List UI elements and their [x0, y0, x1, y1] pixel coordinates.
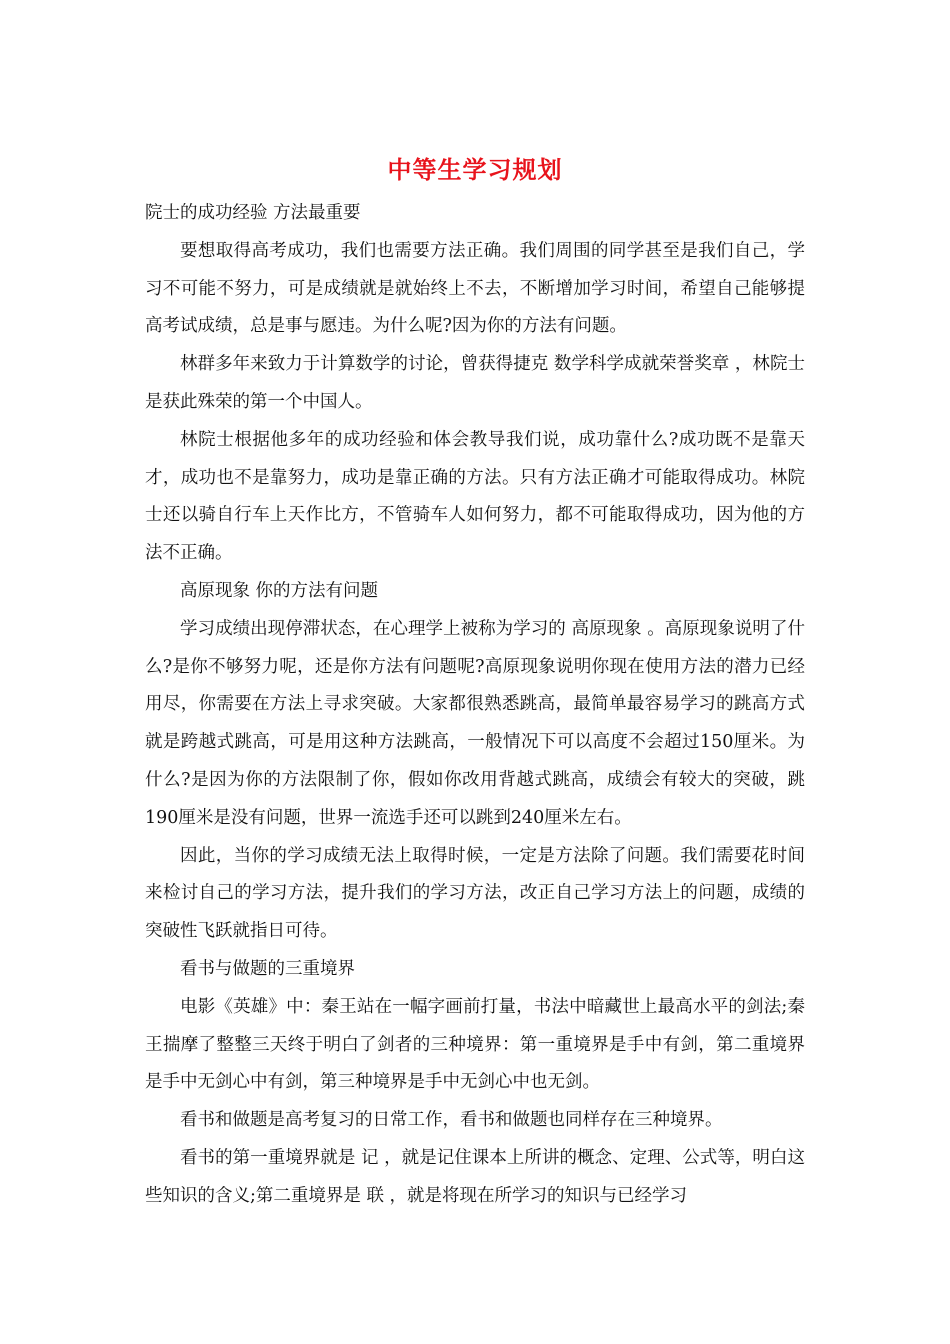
document-title: 中等生学习规划: [387, 155, 563, 184]
body-paragraph: 林群多年来致力于计算数学的讨论，曾获得捷克 数学科学成就荣誉奖章 ，林院士是获此殊荣的第一个中国人。: [145, 354, 805, 412]
body-paragraph: 林院士根据他多年的成功经验和体会教导我们说，成功靠什么?成功既不是靠天才，成功也不是靠努力，成功是靠正确的方法。只有方法正确才可能取得成功。林院士还以骑自行车上天作比方，不管骑车人如何努力，都不可能取得成功，因为他的方法不正确。: [145, 429, 805, 564]
body-paragraph: 因此，当你的学习成绩无法上取得时候，一定是方法除了问题。我们需要花时间来检讨自己的学习方法，提升我们的学习方法，改正自己学习方法上的问题，成绩的突破性飞跃就指日可待。: [145, 845, 805, 942]
body-paragraph: 看书的第一重境界就是 记 ，就是记住课本上所讲的概念、定理、公式等，明白这些知识的含义;第二重境界是 联 ，就是将现在所学习的知识与已经学习: [145, 1147, 805, 1206]
body-paragraph: 看书和做题是高考复习的日常工作，看书和做题也同样存在三种境界。: [180, 1110, 723, 1131]
section-heading: 看书与做题的三重境界: [180, 958, 355, 979]
body-paragraph: 电影《英雄》中：秦王站在一幅字画前打量，书法中暗藏世上最高水平的剑法;秦王揣摩了整整三天终于明白了剑者的三种境界：第一重境界是手中有剑，第二重境界是手中无剑心中有剑，第三种境界是手中无剑心中也无剑。: [145, 996, 805, 1093]
section-heading: 高原现象 你的方法有问题: [180, 580, 379, 601]
section-heading: 院士的成功经验 方法最重要: [145, 203, 361, 223]
document-body: [145, 195, 805, 1216]
body-paragraph: 学习成绩出现停滞状态，在心理学上被称为学习的 高原现象 。高原现象说明了什么?是你不够努力呢，还是你方法有问题呢?高原现象说明你现在使用方法的潜力已经用尽，你需要在方法上寻求突破。大家都很熟悉跳高，最简单最容易学习的跳高方式就是跨越式跳高，可是用这种方法跳高，一般情况下可以高度不会超过150厘米。为什么?是因为你的方法限制了你，假如你改用背越式跳高，成绩会有较大的突破，跳190厘米是没有问题，世界一流选手还可以跳到240厘米左右。: [145, 618, 805, 828]
body-paragraph: 要想取得高考成功，我们也需要方法正确。我们周围的同学甚至是我们自己，学习不可能不努力，可是成绩就是就始终上不去，不断增加学习时间，希望自己能够提高考试成绩，总是事与愿违。为什么呢?因为你的方法有问题。: [145, 240, 805, 337]
